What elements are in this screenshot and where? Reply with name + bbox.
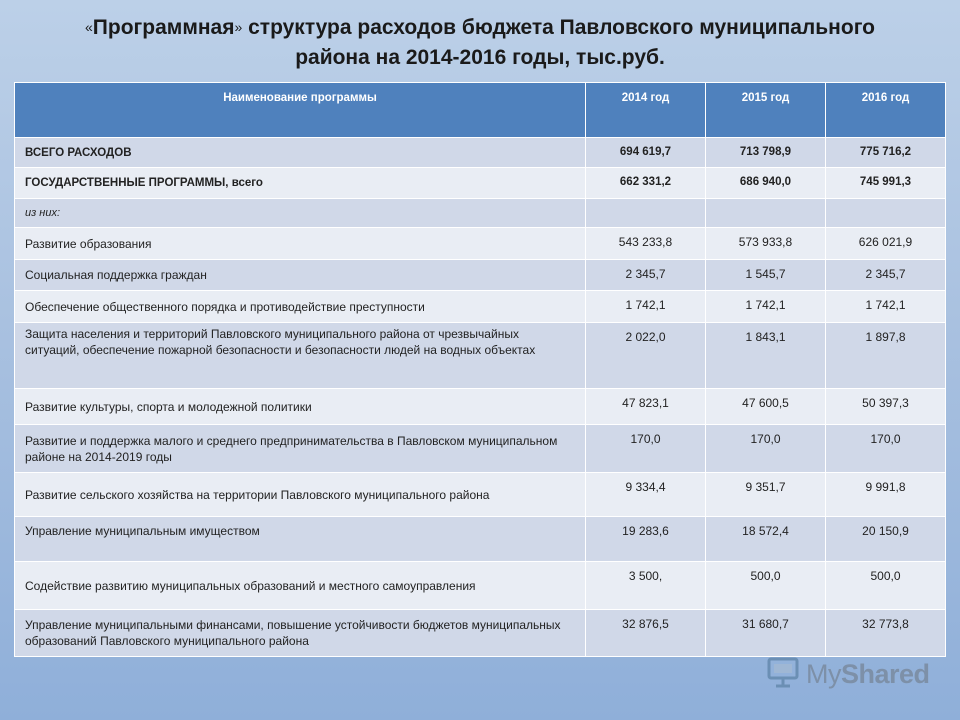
cell-2015: 31 680,7 bbox=[706, 610, 826, 657]
cell-2016: 500,0 bbox=[826, 562, 946, 610]
header-2014: 2014 год bbox=[586, 83, 706, 138]
title-open-quote: « bbox=[84, 19, 93, 35]
cell-2016: 626 021,9 bbox=[826, 228, 946, 260]
cell-2015: 500,0 bbox=[706, 562, 826, 610]
cell-name: Содействие развитию муниципальных образований и местного самоуправления bbox=[15, 562, 586, 610]
cell-2014: 543 233,8 bbox=[586, 228, 706, 260]
cell-2016: 1 897,8 bbox=[826, 323, 946, 389]
table-header-row bbox=[15, 83, 946, 138]
table-row bbox=[15, 228, 946, 260]
table-row bbox=[15, 389, 946, 425]
cell-2015: 573 933,8 bbox=[706, 228, 826, 260]
cell-2015 bbox=[706, 199, 826, 228]
header-program-name: Наименование программы bbox=[15, 83, 586, 138]
cell-2016: 9 991,8 bbox=[826, 473, 946, 517]
cell-2015: 9 351,7 bbox=[706, 473, 826, 517]
cell-name: из них: bbox=[15, 199, 586, 228]
cell-2014: 9 334,4 bbox=[586, 473, 706, 517]
cell-2014: 2 022,0 bbox=[586, 323, 706, 389]
table-row bbox=[15, 260, 946, 291]
cell-2015: 1 742,1 bbox=[706, 291, 826, 323]
cell-2016: 32 773,8 bbox=[826, 610, 946, 657]
cell-2016 bbox=[826, 199, 946, 228]
cell-name: Развитие сельского хозяйства на территории Павловского муниципального района bbox=[15, 473, 586, 517]
cell-2015: 1 545,7 bbox=[706, 260, 826, 291]
cell-2014: 19 283,6 bbox=[586, 517, 706, 562]
table-row-state-programs bbox=[15, 168, 946, 199]
header-2015: 2015 год bbox=[706, 83, 826, 138]
cell-name: Социальная поддержка граждан bbox=[15, 260, 586, 291]
title-line2: района на 2014-2016 годы, тыс.руб. bbox=[295, 46, 665, 69]
cell-2015: 686 940,0 bbox=[706, 168, 826, 199]
cell-2014: 47 823,1 bbox=[586, 389, 706, 425]
budget-table bbox=[14, 82, 946, 657]
cell-name: Защита населения и территорий Павловского муниципального района от чрезвычайных ситуаций, обеспечение пожарной безопасности и безопасности людей на водных объектах bbox=[15, 323, 586, 389]
cell-2014: 662 331,2 bbox=[586, 168, 706, 199]
cell-2014: 170,0 bbox=[586, 425, 706, 473]
presentation-board-icon bbox=[766, 655, 800, 694]
table-row bbox=[15, 291, 946, 323]
table-row bbox=[15, 610, 946, 657]
logo-text bbox=[806, 659, 930, 690]
cell-2014: 694 619,7 bbox=[586, 138, 706, 168]
logo-text-part1: My bbox=[806, 658, 841, 689]
table-row bbox=[15, 473, 946, 517]
cell-2014 bbox=[586, 199, 706, 228]
cell-2015: 170,0 bbox=[706, 425, 826, 473]
title-close-quote: » bbox=[234, 19, 243, 35]
logo-text-part2: Shared bbox=[841, 658, 930, 689]
cell-2016: 745 991,3 bbox=[826, 168, 946, 199]
table-row bbox=[15, 323, 946, 389]
cell-2015: 18 572,4 bbox=[706, 517, 826, 562]
cell-name: Управление муниципальными финансами, повышение устойчивости бюджетов муниципальных образований Павловского муниципального района bbox=[15, 610, 586, 657]
table-row-total bbox=[15, 138, 946, 168]
cell-2015: 713 798,9 bbox=[706, 138, 826, 168]
cell-name: Управление муниципальным имуществом bbox=[15, 517, 586, 562]
cell-name: ГОСУДАРСТВЕННЫЕ ПРОГРАММЫ, всего bbox=[15, 168, 586, 199]
table-row bbox=[15, 517, 946, 562]
cell-2014: 32 876,5 bbox=[586, 610, 706, 657]
table-row bbox=[15, 562, 946, 610]
cell-2016: 1 742,1 bbox=[826, 291, 946, 323]
cell-2014: 1 742,1 bbox=[586, 291, 706, 323]
title-word: Программная bbox=[92, 16, 235, 39]
cell-2015: 47 600,5 bbox=[706, 389, 826, 425]
slide-title bbox=[30, 12, 930, 73]
cell-2016: 20 150,9 bbox=[826, 517, 946, 562]
cell-2014: 3 500, bbox=[586, 562, 706, 610]
cell-name: ВСЕГО РАСХОДОВ bbox=[15, 138, 586, 168]
cell-2016: 775 716,2 bbox=[826, 138, 946, 168]
table-row bbox=[15, 425, 946, 473]
myshared-logo[interactable] bbox=[766, 656, 930, 692]
cell-2016: 170,0 bbox=[826, 425, 946, 473]
cell-2016: 2 345,7 bbox=[826, 260, 946, 291]
title-rest-line1: структура расходов бюджета Павловского муниципального bbox=[242, 16, 875, 39]
cell-name: Обеспечение общественного порядка и противодействие преступности bbox=[15, 291, 586, 323]
cell-name: Развитие образования bbox=[15, 228, 586, 260]
header-2016: 2016 год bbox=[826, 83, 946, 138]
cell-name: Развитие культуры, спорта и молодежной политики bbox=[15, 389, 586, 425]
cell-name: Развитие и поддержка малого и среднего предпринимательства в Павловском муниципальном районе на 2014-2019 годы bbox=[15, 425, 586, 473]
cell-2016: 50 397,3 bbox=[826, 389, 946, 425]
cell-2014: 2 345,7 bbox=[586, 260, 706, 291]
cell-2015: 1 843,1 bbox=[706, 323, 826, 389]
table-row-of-which bbox=[15, 199, 946, 228]
